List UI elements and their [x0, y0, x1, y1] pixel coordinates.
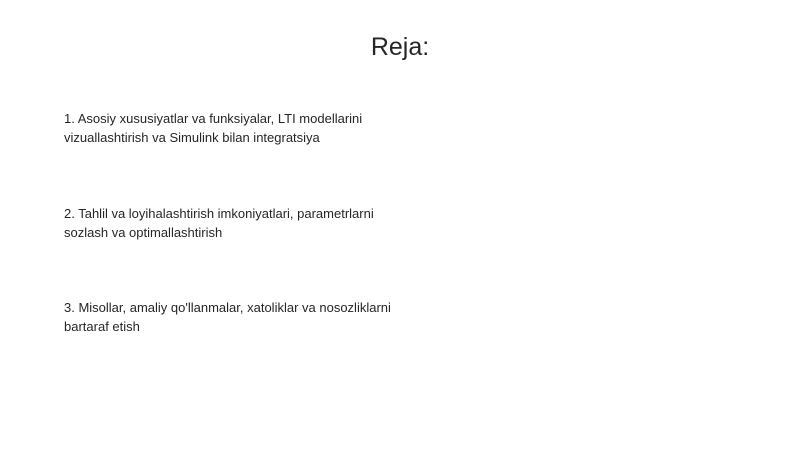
agenda-item-2: 2. Tahlil va loyihalashtirish imkoniyatlari, parametrlarni sozlash va optimallashtirish [64, 206, 374, 240]
agenda-item-1: 1. Asosiy xususiyatlar va funksiyalar, LTI modellarini vizuallashtirish va Simulink bilan integratsiya [64, 111, 363, 145]
agenda-item-3: 3. Misollar, amaliy qo'llanmalar, xatoliklar va nosozliklarni bartaraf etish [64, 300, 391, 334]
slide-title: Reja: [370, 33, 430, 61]
